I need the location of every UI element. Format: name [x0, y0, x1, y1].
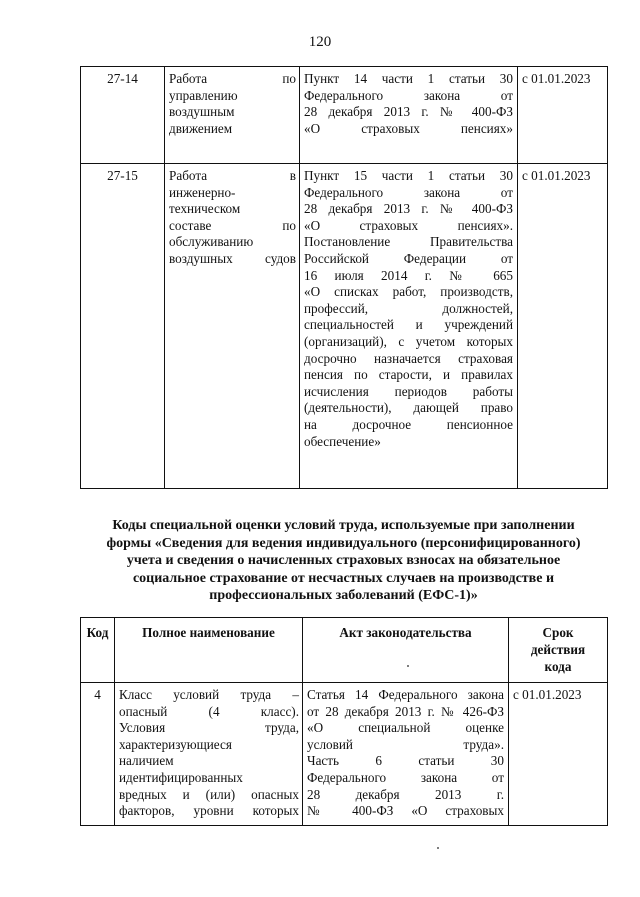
row-date: с 01.01.2023 — [518, 164, 608, 489]
row-name: Работа по управлению воздушным движением — [169, 71, 296, 136]
table-row — [81, 67, 608, 164]
row-date: с 01.01.2023 — [518, 67, 608, 164]
table-sout-codes — [80, 617, 608, 826]
scan-speck — [407, 665, 409, 667]
table-professions — [80, 66, 608, 489]
row-name: Работа в инженерно- техническом составе по обслуживанию воздушных судов — [169, 168, 296, 266]
row-act: Пункт 14 части 1 статьи 30 Федерального закона от 28 декабря 2013 г. № 400-ФЗ «О страховых пенсиях» — [304, 71, 513, 136]
table-row — [81, 683, 608, 826]
header-code: Код — [81, 618, 115, 683]
table-header-row — [81, 618, 608, 683]
scan-speck — [437, 847, 439, 849]
row-act: Пункт 15 части 1 статьи 30 Федерального закона от 28 декабря 2013 г. № 400-ФЗ «О страховых пенсиях». Постановление Правительства Российской Федерации от 16 июля 2014 г. № 665 «О списках работ, производств, профессий, должностей, специальностей и учреждений (организаций), с учетом которых досрочно назначается страховая пенсия по старости, и правилах исчисления периодов работы (деятельности), дающей право на досрочное пенсионное обеспечение» — [304, 168, 513, 449]
section-title: Коды специальной оценки условий труда, используемые при заполнении формы «Сведения для ведения индивидуального (персонифицированного) учета и сведения о начисленных страховых взносах на обязательное социальное страхование от несчастных случаев на производстве и профессиональных заболеваний (ЕФС-1)» — [106, 518, 581, 603]
row-code: 4 — [81, 683, 115, 826]
header-act: Акт законодательства — [303, 618, 509, 683]
row-code: 27-14 — [81, 67, 165, 164]
table-row — [81, 164, 608, 489]
row-name: Класс условий труда – опасный (4 класс). Условия труда, характеризующиеся наличием идентифицированных вредных и (или) опасных факторов, уровни которых — [119, 687, 299, 819]
row-code: 27-15 — [81, 164, 165, 489]
header-date: Срок действия кода — [509, 618, 608, 683]
row-date: с 01.01.2023 — [509, 683, 608, 826]
row-act: Статья 14 Федерального закона от 28 декабря 2013 г. № 426-ФЗ «О специальной оценке условий труда». Часть 6 статьи 30 Федерального закона от 28 декабря 2013 г. № 400-ФЗ «О страховых — [307, 687, 504, 819]
header-name: Полное наименование — [115, 618, 303, 683]
page-number: 120 — [308, 34, 332, 50]
